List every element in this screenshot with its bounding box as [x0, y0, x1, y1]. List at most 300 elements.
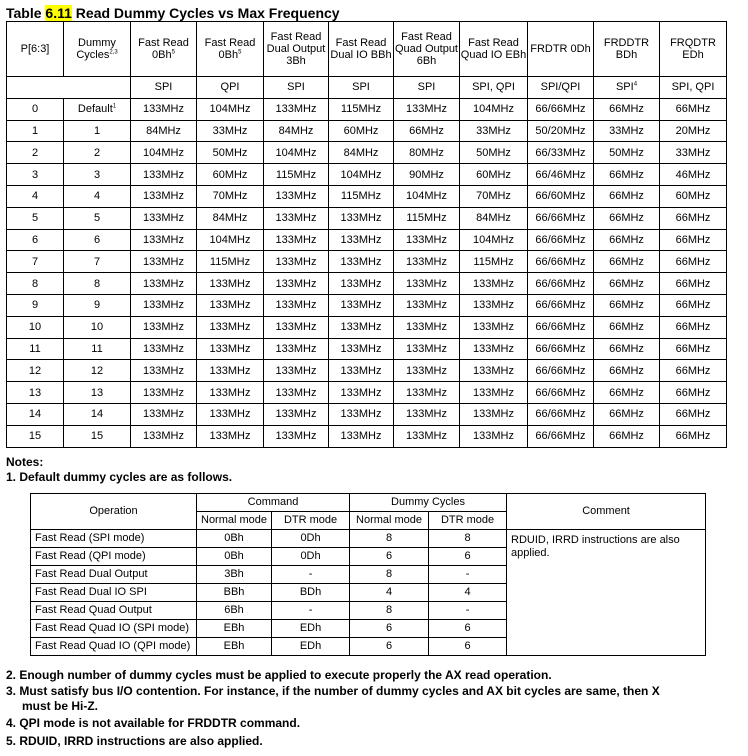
cell-value: 133MHz	[143, 386, 184, 399]
cell-value: 1	[93, 124, 101, 137]
cell-value: 133MHz	[275, 364, 317, 377]
cell-value: 115MHz	[406, 212, 447, 225]
cell-value: 66MHz	[675, 321, 711, 334]
cell-value: 133MHz	[275, 212, 317, 225]
table-cell	[594, 120, 660, 142]
table-cell	[329, 273, 394, 295]
table-cell	[131, 273, 197, 295]
table-cell	[594, 338, 660, 360]
cell-value: 104MHz	[340, 168, 382, 181]
cell-value: 66MHz	[609, 190, 644, 203]
table-cell	[64, 338, 131, 360]
cell-value: 66MHz	[609, 430, 644, 443]
table-cell	[7, 294, 64, 316]
column-header	[460, 22, 528, 77]
table-cell	[7, 120, 64, 142]
cell-value: 133MHz	[473, 299, 514, 312]
operation-cell: Fast Read Dual IO SPI	[31, 584, 197, 602]
column-header-label: Fast Read Quad Output 6Bh	[395, 31, 458, 67]
table-cell	[197, 294, 264, 316]
cell-value: 33MHz	[609, 124, 644, 137]
cell-value: 12	[28, 364, 42, 377]
note-3: 3. Must satisfy bus I/O contention. For instance, if the number of dummy cycles and AX bit cycles are same, then X	[6, 684, 660, 698]
cell-value: 66MHz	[609, 277, 644, 290]
table-cell	[197, 251, 264, 273]
table-cell	[197, 207, 264, 229]
table-row	[7, 403, 727, 425]
cell-value: 66MHz	[675, 299, 711, 312]
cell-value: 66MHz	[675, 386, 711, 399]
cell-value: 133MHz	[275, 408, 317, 421]
cell-value: 66/66MHz	[535, 386, 586, 399]
table-cell	[594, 382, 660, 404]
cell-value: 66MHz	[609, 233, 644, 246]
table-cell	[394, 207, 460, 229]
mode-label: SPI	[615, 81, 634, 94]
table-cell	[460, 98, 528, 120]
cell-value: 133MHz	[473, 277, 514, 290]
table-cell	[528, 316, 594, 338]
table-cell	[197, 273, 264, 295]
cell-value: 115MHz	[473, 255, 514, 268]
header-row	[7, 22, 727, 77]
mode-cell	[131, 77, 197, 99]
cell-value: 104MHz	[406, 190, 447, 203]
table-cell	[394, 98, 460, 120]
table-row	[7, 229, 727, 251]
cell-value: 115MHz	[340, 103, 382, 116]
cell-value: 15	[90, 430, 104, 443]
cell-value: 66/60MHz	[535, 190, 586, 203]
default-dummy-cycles-table	[30, 493, 706, 656]
mode-label: SPI	[287, 81, 305, 94]
table-cell	[329, 338, 394, 360]
column-header-label: P[6:3]	[20, 43, 50, 55]
sub-table-cell: 0Dh	[272, 548, 350, 566]
cell-value: 133MHz	[275, 430, 317, 443]
cell-value: 133MHz	[143, 430, 184, 443]
cell-value: 84MHz	[278, 124, 314, 137]
table-cell	[7, 98, 64, 120]
table-cell	[460, 120, 528, 142]
table-row	[7, 120, 727, 142]
table-cell	[528, 207, 594, 229]
cell-value: 1	[31, 124, 39, 137]
cell-value: 6	[31, 233, 39, 246]
sub-table-cell: EDh	[272, 638, 350, 656]
table-cell	[264, 207, 329, 229]
cell-value: 66/33MHz	[535, 146, 586, 159]
table-cell	[594, 360, 660, 382]
table-cell	[394, 382, 460, 404]
table-cell	[394, 251, 460, 273]
command-normal-header: Normal mode	[197, 512, 272, 530]
table-cell	[131, 164, 197, 186]
table-cell	[329, 251, 394, 273]
mode-label: SPI/QPI	[540, 81, 581, 94]
cell-value: Default	[77, 103, 113, 116]
cell-value: 50MHz	[476, 146, 511, 159]
sub-table-cell: -	[272, 566, 350, 584]
footnote-ref: 5	[238, 49, 242, 56]
table-cell	[197, 120, 264, 142]
table-cell	[594, 185, 660, 207]
cell-value: 115MHz	[275, 168, 317, 181]
mode-label: SPI, QPI	[472, 81, 515, 94]
sub-table-cell: 0Bh	[197, 530, 272, 548]
table-cell	[264, 338, 329, 360]
cell-value: 66MHz	[675, 364, 711, 377]
column-header-label: Dummy Cycles	[76, 37, 116, 61]
cell-value: 80MHz	[409, 146, 444, 159]
table-cell	[528, 294, 594, 316]
sub-table-cell: 8	[350, 530, 429, 548]
cell-value: 0	[31, 103, 39, 116]
command-dtr-header: DTR mode	[272, 512, 350, 530]
table-cell	[394, 185, 460, 207]
table-cell	[197, 360, 264, 382]
table-cell	[64, 294, 131, 316]
sub-table-row	[31, 530, 706, 548]
cell-value: 66/66MHz	[535, 255, 586, 268]
cell-value: 7	[31, 255, 39, 268]
table-cell	[264, 98, 329, 120]
table-cell	[197, 185, 264, 207]
cell-value: 66/66MHz	[535, 233, 586, 246]
cell-value: 133MHz	[340, 408, 382, 421]
cell-value: 90MHz	[409, 168, 444, 181]
cell-value: 133MHz	[143, 233, 184, 246]
note-1: 1. Default dummy cycles are as follows.	[6, 470, 233, 484]
table-cell	[7, 403, 64, 425]
table-cell	[197, 338, 264, 360]
cell-value: 33MHz	[675, 146, 711, 159]
cell-value: 60MHz	[212, 168, 248, 181]
cell-value: 115MHz	[340, 190, 382, 203]
sub-table-cell: 3Bh	[197, 566, 272, 584]
cell-value: 66MHz	[409, 124, 444, 137]
table-cell	[264, 425, 329, 447]
table-cell	[460, 207, 528, 229]
operation-cell: Fast Read Dual Output	[31, 566, 197, 584]
cell-value: 20MHz	[675, 124, 711, 137]
table-cell	[264, 403, 329, 425]
column-header	[7, 22, 64, 77]
cell-value: 70MHz	[212, 190, 248, 203]
dummy-cycles-header: Dummy Cycles	[350, 494, 507, 512]
table-cell	[7, 164, 64, 186]
cell-value: 66/66MHz	[535, 342, 586, 355]
sub-header-row	[31, 494, 706, 512]
table-cell	[594, 273, 660, 295]
table-cell	[528, 360, 594, 382]
cell-value: 133MHz	[209, 386, 251, 399]
cell-value: 133MHz	[209, 299, 251, 312]
table-cell	[131, 120, 197, 142]
cell-value: 133MHz	[406, 408, 447, 421]
table-cell	[7, 273, 64, 295]
table-cell	[528, 273, 594, 295]
sub-table-cell: 4	[429, 584, 507, 602]
table-cell	[394, 273, 460, 295]
cell-value: 66MHz	[609, 168, 644, 181]
cell-value: 3	[93, 168, 101, 181]
cell-value: 133MHz	[209, 342, 251, 355]
cell-value: 60MHz	[476, 168, 511, 181]
cell-value: 133MHz	[473, 430, 514, 443]
table-cell	[329, 207, 394, 229]
table-cell	[329, 382, 394, 404]
cell-value: 14	[90, 408, 104, 421]
table-cell	[329, 229, 394, 251]
table-cell	[7, 185, 64, 207]
notes-heading: Notes:	[6, 455, 44, 469]
table-cell	[131, 316, 197, 338]
sub-table-cell: EBh	[197, 620, 272, 638]
table-cell	[660, 229, 727, 251]
comment-cell: RDUID, IRRD instructions are also applied.	[507, 530, 706, 656]
cell-value: 5	[93, 212, 101, 225]
cell-value: 9	[93, 299, 101, 312]
cell-value: 133MHz	[143, 103, 184, 116]
cell-value: 66MHz	[609, 342, 644, 355]
cell-value: 84MHz	[146, 124, 181, 137]
comment-header: Comment	[507, 494, 706, 530]
cell-value: 60MHz	[343, 124, 379, 137]
table-cell	[264, 185, 329, 207]
title-number-highlight: 6.11	[45, 5, 72, 21]
operation-cell: Fast Read (SPI mode)	[31, 530, 197, 548]
cell-value: 60MHz	[675, 190, 711, 203]
sub-table-cell: -	[272, 602, 350, 620]
table-cell	[460, 273, 528, 295]
cell-value: 133MHz	[340, 255, 382, 268]
cell-value: 33MHz	[476, 124, 511, 137]
cell-value: 15	[28, 430, 42, 443]
table-cell	[660, 403, 727, 425]
note-5: 5. RDUID, IRRD instructions are also applied.	[6, 734, 263, 748]
table-cell	[64, 251, 131, 273]
cell-value: 133MHz	[209, 408, 251, 421]
table-cell	[660, 142, 727, 164]
table-cell	[197, 316, 264, 338]
cell-value: 104MHz	[473, 103, 514, 116]
mode-row	[7, 77, 727, 99]
table-cell	[131, 294, 197, 316]
sub-table-cell: 6	[429, 548, 507, 566]
table-cell	[394, 120, 460, 142]
cell-value: 133MHz	[473, 342, 514, 355]
sub-table-cell: 0Bh	[197, 548, 272, 566]
table-cell	[394, 338, 460, 360]
table-cell	[197, 229, 264, 251]
cell-value: 133MHz	[340, 212, 382, 225]
table-cell	[264, 251, 329, 273]
sub-table-cell: 6Bh	[197, 602, 272, 620]
table-cell	[131, 382, 197, 404]
table-cell	[329, 164, 394, 186]
sub-table-cell: -	[429, 566, 507, 584]
table-cell	[64, 142, 131, 164]
cell-value: 133MHz	[406, 386, 447, 399]
mode-label: SPI	[352, 81, 370, 94]
table-cell	[528, 403, 594, 425]
table-cell	[394, 294, 460, 316]
table-cell	[131, 185, 197, 207]
sub-table-cell: 4	[350, 584, 429, 602]
table-cell	[460, 185, 528, 207]
footnote-ref: 5	[171, 49, 175, 56]
cell-value: 50MHz	[212, 146, 248, 159]
table-cell	[197, 382, 264, 404]
table-cell	[660, 338, 727, 360]
cell-value: 133MHz	[143, 299, 184, 312]
cell-value: 133MHz	[143, 277, 184, 290]
table-cell	[594, 98, 660, 120]
table-cell	[131, 403, 197, 425]
mode-label: SPI, QPI	[671, 81, 715, 94]
table-cell	[460, 360, 528, 382]
table-cell	[528, 120, 594, 142]
cell-value: 104MHz	[473, 233, 514, 246]
column-header-label: Fast Read Dual Output 3Bh	[266, 31, 326, 67]
column-header	[329, 22, 394, 77]
table-cell	[7, 142, 64, 164]
table-cell	[594, 425, 660, 447]
table-cell	[329, 425, 394, 447]
mode-label: QPI	[220, 81, 240, 94]
cell-value: 133MHz	[209, 277, 251, 290]
mode-cell	[197, 77, 264, 99]
operation-cell: Fast Read (QPI mode)	[31, 548, 197, 566]
note-3-continued: must be Hi-Z.	[22, 699, 99, 713]
cell-value: 66/66MHz	[535, 212, 586, 225]
cell-value: 10	[90, 321, 104, 334]
cell-value: 66MHz	[675, 430, 711, 443]
cell-value: 133MHz	[340, 277, 382, 290]
table-cell	[528, 338, 594, 360]
mode-cell	[460, 77, 528, 99]
cell-value: 4	[93, 190, 101, 203]
table-cell	[329, 360, 394, 382]
note-4: 4. QPI mode is not available for FRDDTR command.	[6, 716, 301, 730]
cell-value: 66MHz	[609, 321, 644, 334]
cell-value: 13	[28, 386, 42, 399]
cell-value: 84MHz	[212, 212, 248, 225]
cell-value: 33MHz	[212, 124, 248, 137]
cell-value: 66MHz	[675, 277, 711, 290]
cell-value: 50MHz	[609, 146, 644, 159]
cell-value: 66MHz	[675, 408, 711, 421]
cell-value: 66MHz	[609, 386, 644, 399]
table-row	[7, 273, 727, 295]
table-cell	[131, 98, 197, 120]
table-cell	[660, 360, 727, 382]
table-cell	[460, 382, 528, 404]
cell-value: 84MHz	[343, 146, 379, 159]
sub-table-cell: BBh	[197, 584, 272, 602]
table-cell	[329, 120, 394, 142]
table-cell	[64, 229, 131, 251]
cell-value: 133MHz	[406, 103, 447, 116]
cell-value: 104MHz	[209, 103, 251, 116]
operation-cell: Fast Read Quad Output	[31, 602, 197, 620]
table-cell	[7, 338, 64, 360]
table-cell	[460, 229, 528, 251]
column-header-label: Fast Read 0Bh	[204, 37, 256, 61]
sub-table-cell: 6	[350, 620, 429, 638]
table-cell	[197, 403, 264, 425]
cell-value: 6	[93, 233, 101, 246]
footnote-ref: 4	[633, 81, 638, 88]
table-cell	[594, 207, 660, 229]
table-cell	[460, 294, 528, 316]
table-cell	[7, 425, 64, 447]
column-header	[264, 22, 329, 77]
cell-value: 133MHz	[143, 255, 184, 268]
column-header	[131, 22, 197, 77]
table-cell	[660, 273, 727, 295]
cell-value: 133MHz	[275, 277, 317, 290]
table-cell	[131, 142, 197, 164]
table-cell	[264, 316, 329, 338]
table-cell	[7, 207, 64, 229]
cell-value: 133MHz	[406, 364, 447, 377]
operation-header: Operation	[31, 494, 197, 530]
table-cell	[660, 164, 727, 186]
table-cell	[64, 273, 131, 295]
column-header-label: Fast Read Quad IO EBh	[460, 37, 527, 61]
table-cell	[64, 382, 131, 404]
footnote-ref: 2,3	[109, 49, 118, 56]
column-header-label: FRDTR 0Dh	[530, 43, 591, 55]
table-cell	[594, 142, 660, 164]
table-cell	[594, 316, 660, 338]
table-cell	[394, 425, 460, 447]
cell-value: 133MHz	[275, 342, 317, 355]
table-cell	[329, 142, 394, 164]
table-row	[7, 251, 727, 273]
table-row	[7, 185, 727, 207]
column-header-label: FRQDTR EDh	[670, 37, 716, 61]
operation-cell: Fast Read Quad IO (SPI mode)	[31, 620, 197, 638]
sub-table-cell: EBh	[197, 638, 272, 656]
cell-value: 70MHz	[476, 190, 511, 203]
table-cell	[528, 382, 594, 404]
mode-cell	[329, 77, 394, 99]
table-cell	[197, 425, 264, 447]
dummy-normal-header: Normal mode	[350, 512, 429, 530]
cell-value: 133MHz	[275, 103, 317, 116]
cell-value: 133MHz	[143, 364, 184, 377]
table-cell	[528, 164, 594, 186]
sub-table-cell: 6	[350, 548, 429, 566]
cell-value: 66MHz	[609, 212, 644, 225]
cell-value: 133MHz	[275, 321, 317, 334]
table-cell	[660, 98, 727, 120]
table-cell	[394, 142, 460, 164]
table-cell	[660, 425, 727, 447]
cell-value: 66MHz	[675, 103, 711, 116]
cell-value: 66MHz	[609, 364, 644, 377]
table-cell	[131, 425, 197, 447]
table-cell	[528, 185, 594, 207]
table-cell	[197, 164, 264, 186]
mode-cell	[528, 77, 594, 99]
cell-value: 4	[31, 190, 39, 203]
column-header	[594, 22, 660, 77]
table-cell	[329, 316, 394, 338]
